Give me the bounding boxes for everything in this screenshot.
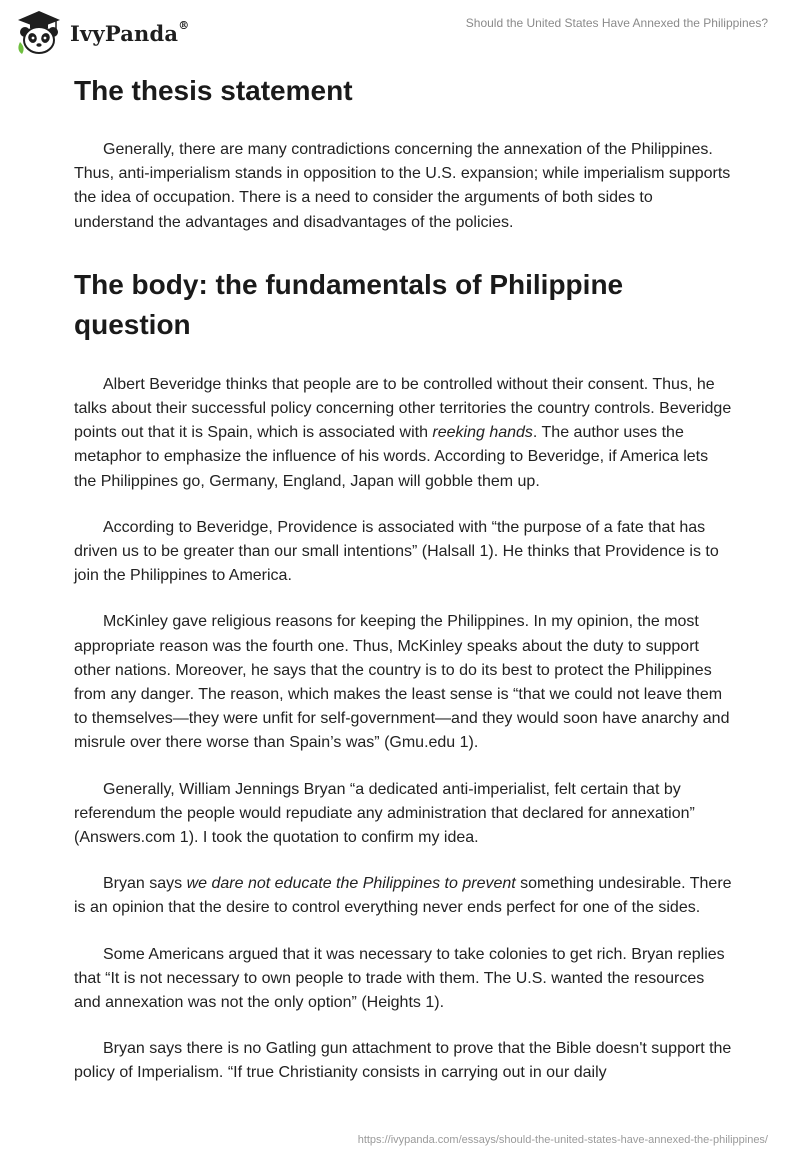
emphasis-text: we dare not educate the Philippines to prevent [186,875,516,893]
body-paragraph-1: Albert Beveridge thinks that people are to be controlled without their consent. Thus, he talks about their successful policy concerning other territories the country controls. Beveridge points out that it is Spain, which is associated with reeking hands. The author uses the metaphor to emphasize the influence of his words. According to Beveridge, if America lets the Philippines go, Germany, England, Japan will gobble them up. [74,375,732,490]
body-paragraph-6: Some Americans argued that it was necessary to take colonies to get rich. Bryan replies that “It is not necessary to own people to trade with them. The U.S. wanted the resources and annexation was not the only option” (Heights 1). [74,945,725,1012]
body-paragraph-3: McKinley gave religious reasons for keeping the Philippines. In my opinion, the most appropriate reason was the fourth one. Thus, McKinley speaks about the duty to support other nations. Moreover, he says that the country is to do its best to protect the Philippines from any danger. The reason, which makes the least sense is “that we could not leave them to themselves—they were unfit for self-government—and they would soon have anarchy and misrule over there worse than Spain’s was” (Gmu.edu 1). [74,613,730,752]
thesis-heading: The thesis statement [74,75,353,106]
panda-graduate-icon [14,8,64,58]
thesis-paragraph: Generally, there are many contradictions concerning the annexation of the Philippines. Thus, anti-imperialism stands in opposition to the U.S. expansion; while imperialism supports the idea of occupation. There is a need to consider the arguments of both sides to understand the advantages and disadvantages of the policies. [74,141,731,231]
body-heading: The body: the fundamentals of Philippine question [74,268,624,340]
body-paragraph-5: Bryan says we dare not educate the Philippines to prevent something undesirable. There is an opinion that the desire to control everything never ends perfect for one of the sides. [74,875,732,917]
ivypanda-logo[interactable] [14,8,189,58]
brand-name: IvyPanda® [70,18,190,46]
page-header [0,0,800,60]
document-title: Should the United States Have Annexed the Philippines? [465,16,768,30]
body-paragraph-2: According to Beveridge, Providence is associated with “the purpose of a fate that has driven us to be greater than our small intentions” (Halsall 1). He thinks that Providence is to join the Philippines to America. [74,518,719,585]
body-paragraph-4: Generally, William Jennings Bryan “a dedicated anti-imperialist, felt certain that by referendum the people would repudiate any administration that declared for annexation” (Answers.com 1). I took the quotation to confirm my idea. [74,780,695,847]
emphasis-text: reeking hands [432,424,533,442]
essay-content [74,72,734,1108]
source-url[interactable]: https://ivypanda.com/essays/should-the-united-states-have-annexed-the-philippines/ [357,1134,768,1146]
body-paragraph-7: Bryan says there is no Gatling gun attachment to prove that the Bible doesn't support the policy of Imperialism. “If true Christianity consists in carrying out in our daily [74,1040,732,1082]
